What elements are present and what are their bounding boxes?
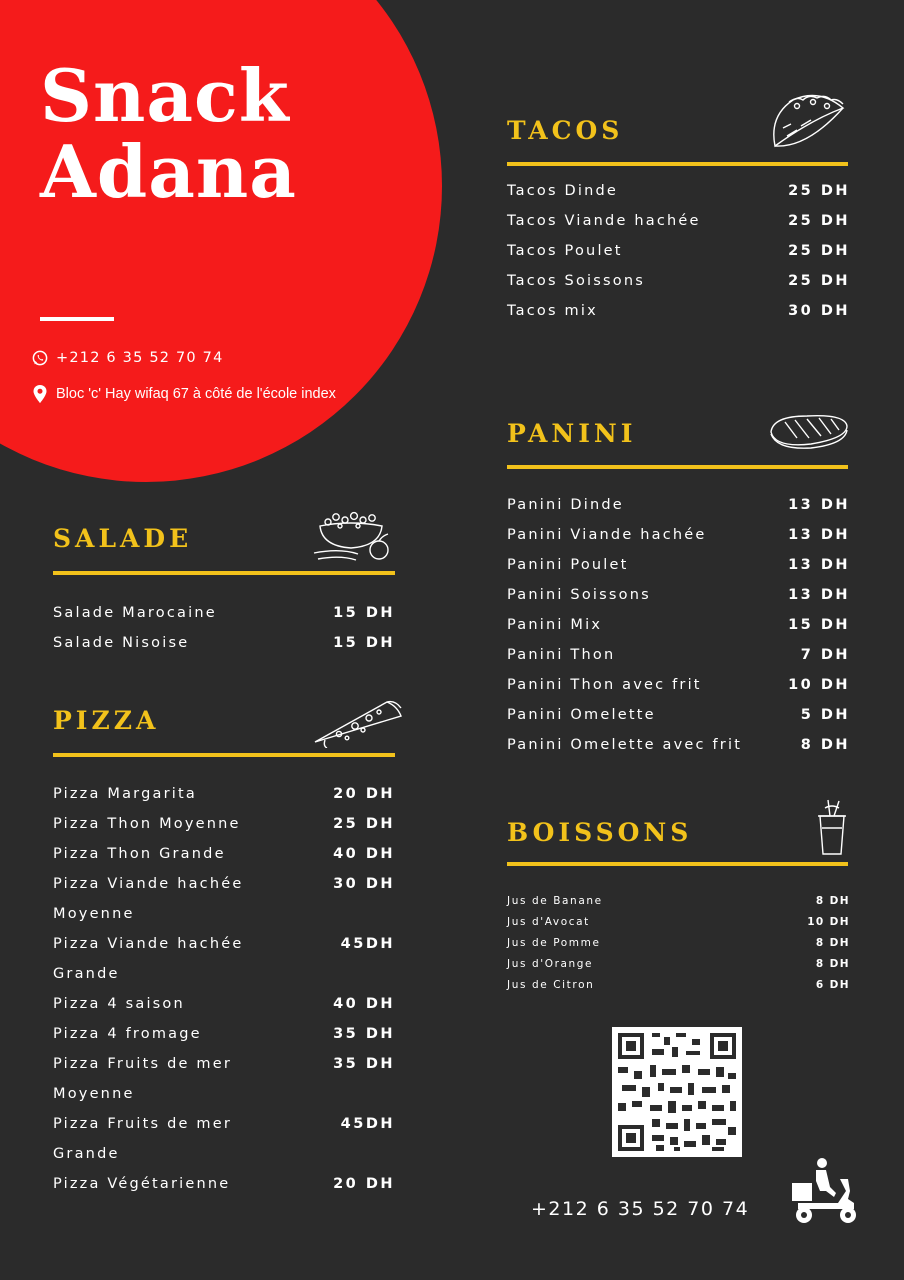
list-item: Pizza 4 fromage 35 DH — [53, 1026, 395, 1042]
whatsapp-icon — [32, 350, 48, 366]
list-item: Pizza Viande hachée Grande 45DH — [53, 936, 395, 982]
section-panini — [507, 404, 850, 764]
list-item: Pizza Fruits de mer Moyenne 35 DH — [53, 1056, 395, 1102]
list-item: Jus de Banane 8 DH — [507, 895, 850, 907]
brand-title — [40, 53, 297, 214]
list-item: Panini Soissons 13 DH — [507, 587, 850, 603]
footer-phone[interactable]: +212 6 35 52 70 74 — [531, 1198, 750, 1220]
list-pizza — [53, 786, 395, 1206]
list-item: Pizza Végétarienne 20 DH — [53, 1176, 395, 1192]
section-rule-boissons — [507, 862, 848, 866]
contact-address-text: Bloc 'c' Hay wifaq 67 à côté de l'école index — [56, 386, 336, 402]
list-item: Jus d'Avocat 10 DH — [507, 916, 850, 928]
contact-phone[interactable] — [32, 350, 224, 366]
list-item: Panini Dinde 13 DH — [507, 497, 850, 513]
qr-code-icon[interactable] — [612, 1027, 742, 1157]
list-item: Tacos Dinde 25 DH — [507, 183, 850, 199]
list-salade — [53, 605, 395, 665]
taco-icon — [767, 88, 853, 154]
list-item: Panini Omelette avec frit 8 DH — [507, 737, 850, 753]
list-tacos — [507, 183, 850, 333]
pizza-slice-icon — [311, 696, 403, 748]
list-item: Panini Viande hachée 13 DH — [507, 527, 850, 543]
brand-line-2: Adana — [40, 129, 297, 214]
list-item: Panini Omelette 5 DH — [507, 707, 850, 723]
list-item: Pizza Fruits de mer Grande 45DH — [53, 1116, 395, 1162]
section-pizza — [53, 690, 395, 1210]
list-item: Jus de Pomme 8 DH — [507, 937, 850, 949]
list-item: Pizza Thon Moyenne 25 DH — [53, 816, 395, 832]
list-item: Pizza Viande hachée Moyenne 30 DH — [53, 876, 395, 922]
list-item: Panini Thon avec frit 10 DH — [507, 677, 850, 693]
section-title-tacos: TACOS — [507, 116, 624, 145]
list-item: Pizza 4 saison 40 DH — [53, 996, 395, 1012]
location-pin-icon — [32, 384, 48, 404]
contact-address — [32, 384, 336, 404]
list-item: Jus d'Orange 8 DH — [507, 958, 850, 970]
list-item: Jus de Citron 6 DH — [507, 979, 850, 991]
list-item: Panini Poulet 13 DH — [507, 557, 850, 573]
section-salade — [53, 510, 395, 670]
list-item: Tacos mix 30 DH — [507, 303, 850, 319]
salad-bowl-icon — [310, 510, 396, 564]
list-item: Tacos Soissons 25 DH — [507, 273, 850, 289]
section-rule-panini — [507, 465, 848, 469]
section-tacos — [507, 88, 850, 328]
brand-line-1: Snack — [40, 53, 290, 138]
list-item: Pizza Margarita 20 DH — [53, 786, 395, 802]
delivery-scooter-icon — [790, 1157, 862, 1227]
list-item: Pizza Thon Grande 40 DH — [53, 846, 395, 862]
brand-divider — [40, 317, 114, 321]
section-title-boissons: BOISSONS — [507, 818, 693, 847]
list-item: Panini Mix 15 DH — [507, 617, 850, 633]
section-rule-tacos — [507, 162, 848, 166]
list-item: Tacos Viande hachée 25 DH — [507, 213, 850, 229]
panini-sandwich-icon — [767, 410, 851, 454]
list-item: Tacos Poulet 25 DH — [507, 243, 850, 259]
section-title-pizza: PIZZA — [53, 706, 160, 735]
section-title-panini: PANINI — [507, 419, 637, 448]
section-boissons — [507, 798, 850, 998]
list-item: Salade Marocaine 15 DH — [53, 605, 395, 621]
list-boissons — [507, 895, 850, 1000]
contact-phone-text: +212 6 35 52 70 74 — [56, 350, 224, 366]
list-panini — [507, 497, 850, 767]
list-item: Panini Thon 7 DH — [507, 647, 850, 663]
drink-cup-icon — [815, 798, 849, 858]
section-title-salade: SALADE — [53, 524, 193, 553]
list-item: Salade Nisoise 15 DH — [53, 635, 395, 651]
section-rule-salade — [53, 571, 395, 575]
section-rule-pizza — [53, 753, 395, 757]
